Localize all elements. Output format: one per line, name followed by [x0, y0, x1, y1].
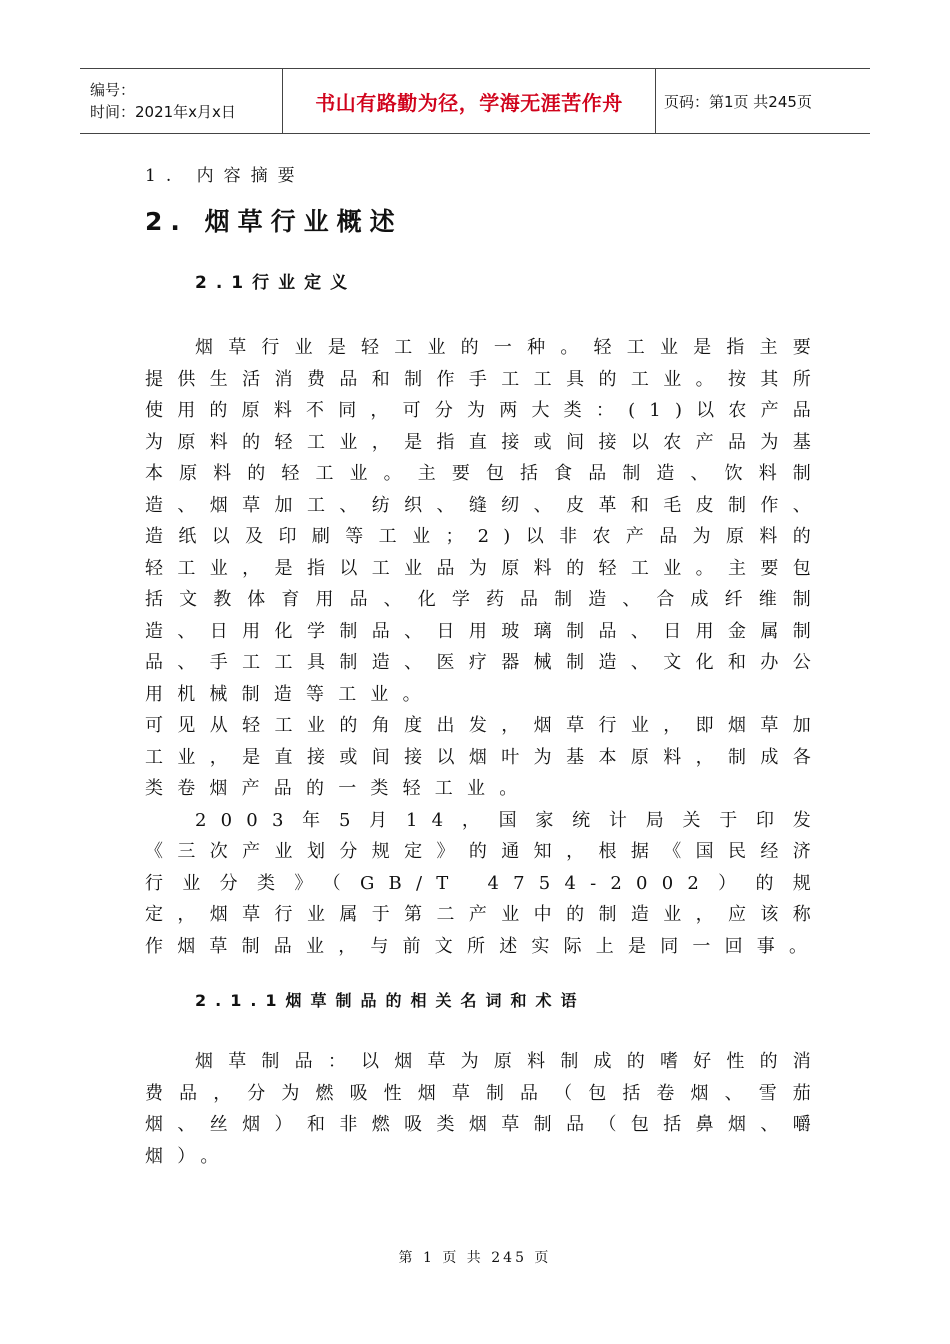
- time-label: 时间：2021年x月x日: [90, 103, 236, 121]
- header-meta: [80, 69, 282, 133]
- header-motto-cell: [282, 69, 656, 133]
- header-page-info: 页码：第1页 共245页: [664, 92, 812, 111]
- paragraph-definition: 烟草行业是轻工业的一种。轻工业是指主要提供生活消费品和制作手工工具的工业。按其所使用的原料不同，可分为两大类：(1)以农产品为原料的轻工业，是指直接或间接以农产品为基本原料的轻工业。主要包括食品制造、饮料制造、烟草加工、纺织、缝纫、皮革和毛皮制作、造纸以及印刷等工业；2)以非农产品为原料的轻工业，是指以工业品为原料的轻工业。主要包括文教体育用品、化学药品制造、合成纤维制造、日用化学制品、日用玻璃制品、日用金属制品、手工工具制造、医疗器械制造、文化和办公用机械制造等工业。: [145, 337, 825, 705]
- toc-item-summary: 1. 内容摘要: [145, 166, 305, 186]
- page-header: [80, 68, 870, 134]
- paragraph-conclusion: 可见从轻工业的角度出发，烟草行业，即烟草加工业，是直接或间接以烟叶为基本原料，制成各类卷烟产品的一类轻工业。: [145, 715, 825, 799]
- paragraph-classification: 2003年5月14，国家统计局关于印发《三次产业划分规定》的通知，根据《国民经济行业分类》（GB/T 4754-2002）的规定，烟草行业属于第二产业中的制造业，应该称作烟草制品业，与前文所述实际上是同一回事。: [145, 809, 825, 957]
- doc-number-label: 编号：: [90, 81, 136, 99]
- header-motto: 书山有路勤为径，学海无涯苦作舟: [315, 90, 623, 115]
- document-body: [145, 160, 825, 1172]
- section-title: 2. 烟草行业概述: [145, 207, 403, 236]
- page-footer: 第 1 页 共 245 页: [398, 1250, 552, 1266]
- header-page-info-cell: [656, 69, 870, 133]
- subsubsection-title: 2.1.1烟草制品的相关名词和术语: [195, 991, 586, 1010]
- subsection-title: 2.1行业定义: [195, 273, 357, 293]
- paragraph-tobacco-products: 烟草制品：以烟草为原料制成的嗜好性的消费品，分为燃吸性烟草制品（包括卷烟、雪茄烟、丝烟）和非燃吸类烟草制品（包括鼻烟、嚼烟）。: [145, 1051, 825, 1167]
